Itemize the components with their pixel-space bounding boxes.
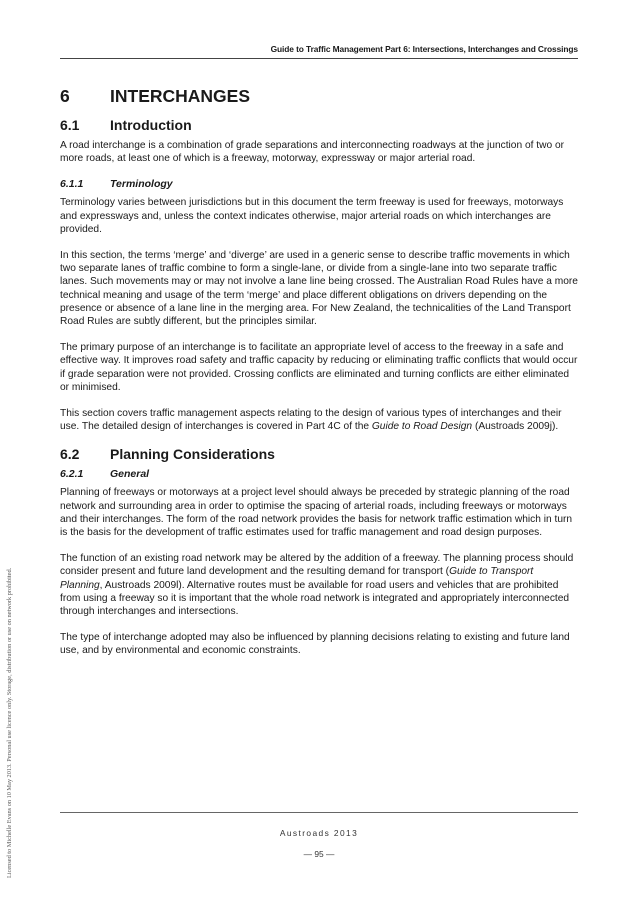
document-body [60, 86, 578, 671]
terminology-p4-text-b: (Austroads 2009j). [472, 421, 559, 433]
intro-paragraph: A road interchange is a combination of grade separations and interconnecting roadways at the junction of two or more roads, at least one of which is a freeway, motorway, expressway or major arterial road. [60, 140, 565, 165]
guide-transport-planning-citation: Guide to Transport Planning [60, 566, 534, 591]
planning-heading [60, 446, 578, 462]
header-divider [60, 58, 578, 59]
general-number: 6.2.1 [60, 468, 84, 481]
terminology-heading [60, 178, 578, 190]
section-heading [60, 86, 578, 107]
page-number: — 95 — [303, 849, 335, 859]
terminology-paragraph-3: The primary purpose of an interchange is to facilitate an appropriate level of access to the freeway in a safe and effective way. It improves road safety and traffic capacity by reducing or eliminating traffic conflicts that would occur if grade separation were not provided. Crossing conflicts are eliminated and turning conflicts are either eliminated or minimised. [60, 342, 578, 393]
intro-title: Introduction [110, 117, 192, 133]
guide-road-design-citation: Guide to Road Design [371, 421, 473, 433]
planning-number: 6.2 [60, 446, 80, 463]
general-p2-text-b: , Austroads 2009l). Alternative routes must be available for road users and vehicles that are prohibited from using a freeway so it is important that the whole road network is integrated and appropriately interconnected through interchanges and intersections. [60, 579, 570, 618]
licence-watermark [6, 468, 16, 878]
general-p2-text-a: The function of an existing road network may be altered by the addition of a freeway. The planning process should consider present and future land development and the resulting demand for transport ( [60, 553, 574, 578]
footer-divider [60, 812, 578, 813]
terminology-number: 6.1.1 [60, 178, 84, 191]
running-header: Guide to Traffic Management Part 6: Intersections, Interchanges and Crossings [270, 44, 578, 54]
general-paragraph-3: The type of interchange adopted may also be influenced by planning decisions relating to existing and future land use, and by environmental and economic constraints. [60, 632, 570, 657]
terminology-p4-text-a: This section covers traffic management aspects relating to the design of various types of interchanges and their use. The detailed design of interchanges is covered in Part 4C of the [60, 408, 562, 433]
footer-organisation: Austroads 2013 [279, 828, 359, 838]
section-title: INTERCHANGES [110, 86, 251, 106]
planning-title: Planning Considerations [110, 446, 275, 463]
section-number: 6 [60, 86, 70, 106]
licence-watermark-text: Licensed to Michelle Evans on 10 May 2013. Personal use licence only. Storage, distribution or use on network prohibited. [6, 567, 13, 878]
terminology-title: Terminology [110, 178, 173, 191]
general-title: General [110, 468, 150, 481]
general-heading [60, 468, 578, 480]
terminology-paragraph-1: Terminology varies between jurisdictions but in this document the term freeway is used for freeways, motorways and expressways and, unless the context indicates otherwise, major arterial roads on which interchanges are provided. [60, 197, 564, 235]
intro-number: 6.1 [60, 117, 80, 133]
intro-heading [60, 117, 578, 133]
general-paragraph-2 [60, 552, 578, 618]
terminology-paragraph-2: In this section, the terms ‘merge’ and ‘diverge’ are used in a generic sense to describe traffic movements in which two separate lanes of traffic combine to form a single-lane, or divide from a single-lane into two separate traffic lanes. Such movements may or may not involve a lane line being crossed. The Australian Road Rules have a more technical meaning and usage of the term ‘merge’ and place different obligations on drivers depending on the presence or absence of a lane line in the merging area. For New Zealand, the technicalities of the Land Transport Road Rules are subtly different, but the principles similar. [60, 250, 578, 328]
terminology-paragraph-4 [60, 407, 578, 433]
general-paragraph-1: Planning of freeways or motorways at a project level should always be preceded by strategic planning of the road network and surrounding area in order to optimise the spacing of arterial roads, including freeways or motorways and their interchanges. The form of the road network provides the basis for network traffic estimation which in turn is the basis for the development of traffic estimates used for traffic management and road design purposes. [60, 487, 573, 539]
